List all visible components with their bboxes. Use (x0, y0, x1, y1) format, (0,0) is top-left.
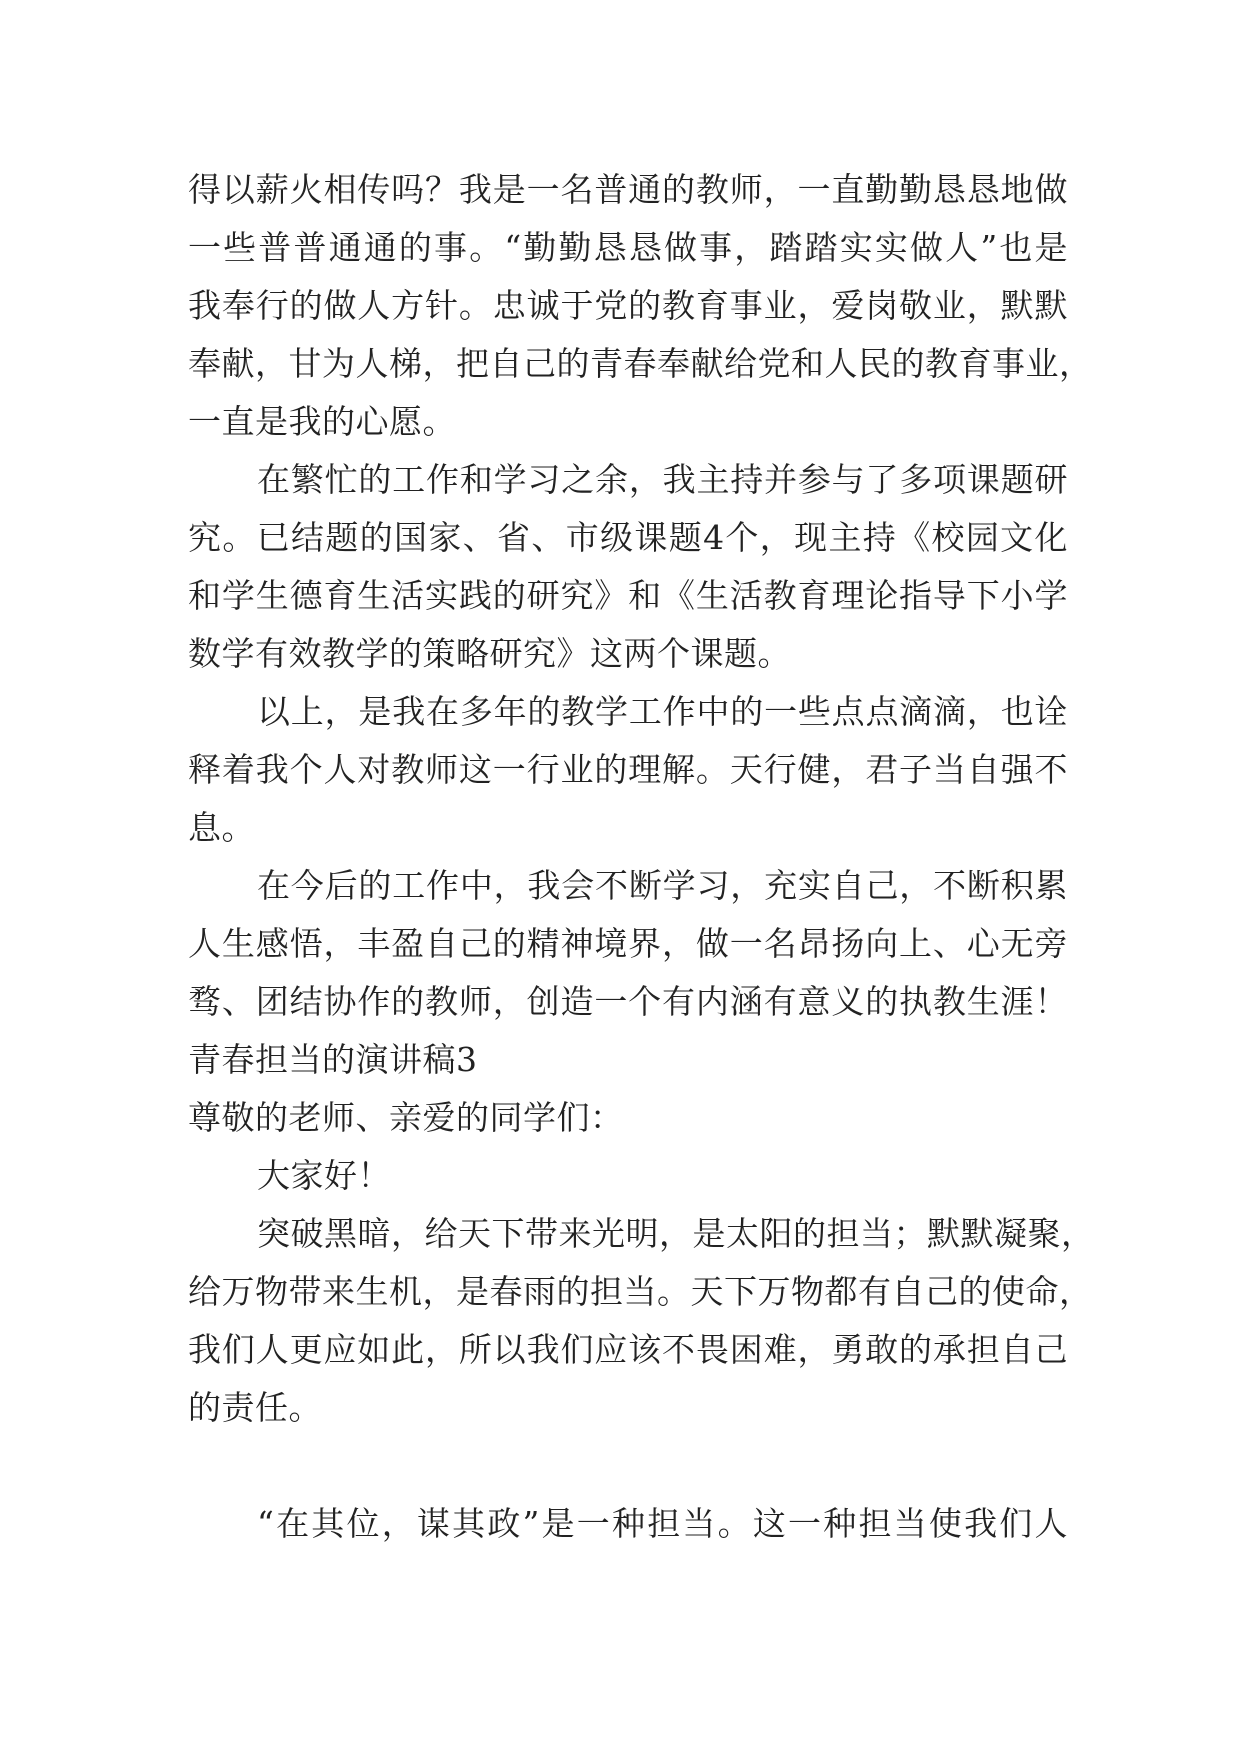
text-line: 的责任。 (188, 1388, 322, 1427)
section-title: 青春担当的演讲稿3 (188, 1040, 478, 1079)
paragraph-first-line: “在其位，谋其政”是一种担当。这一种担当使我们人 (257, 1504, 1068, 1543)
paragraph-first-line: 在繁忙的工作和学习之余，我主持并参与了多项课题研 (257, 460, 1068, 499)
text-line: 和学生德育生活实践的研究》和《生活教育理论指导下小学 (188, 576, 1068, 615)
text-line: 一直是我的心愿。 (188, 402, 456, 441)
salutation: 尊敬的老师、亲爱的同学们： (188, 1098, 624, 1137)
paragraph-first-line: 突破黑暗，给天下带来光明，是太阳的担当；默默凝聚， (257, 1214, 1095, 1253)
text-line: 数学有效教学的策略研究》这两个课题。 (188, 634, 791, 673)
text-line: 一些普普通通的事。“勤勤恳恳做事，踏踏实实做人”也是 (188, 228, 1068, 267)
text-line: 得以薪火相传吗？我是一名普通的教师，一直勤勤恳恳地做 (188, 170, 1068, 209)
paragraph-first-line: 在今后的工作中，我会不断学习，充实自己，不断积累 (257, 866, 1068, 905)
text-line: 奉献，甘为人梯，把自己的青春奉献给党和人民的教育事业， (188, 344, 1093, 383)
text-line: 释着我个人对教师这一行业的理解。天行健，君子当自强不 (188, 750, 1068, 789)
text-line: 给万物带来生机，是春雨的担当。天下万物都有自己的使命， (188, 1272, 1093, 1311)
text-line: 骛、团结协作的教师，创造一个有内涵有意义的执教生涯！ (188, 982, 1068, 1021)
paragraph-first-line: 以上，是我在多年的教学工作中的一些点点滴滴，也诠 (257, 692, 1068, 731)
text-line: 息。 (188, 808, 255, 847)
greeting: 大家好！ (257, 1156, 391, 1195)
text-line: 我奉行的做人方针。忠诚于党的教育事业，爱岗敬业，默默 (188, 286, 1068, 325)
text-line: 究。已结题的国家、省、市级课题4个，现主持《校园文化 (188, 518, 1068, 557)
text-line: 我们人更应如此，所以我们应该不畏困难，勇敢的承担自己 (188, 1330, 1068, 1369)
text-line: 人生感悟，丰盈自己的精神境界，做一名昂扬向上、心无旁 (188, 924, 1068, 963)
